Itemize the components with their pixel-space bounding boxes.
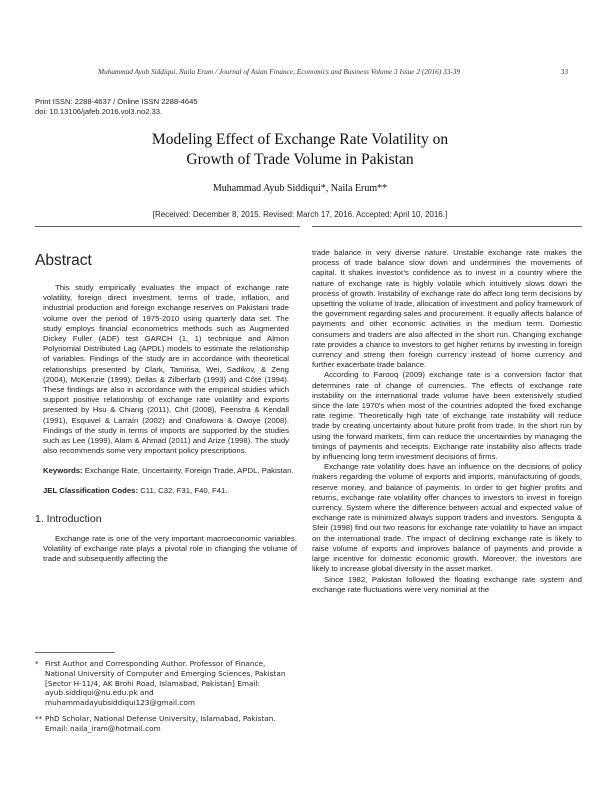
body-paragraph: Since 1982, Pakistan followed the floating exchange rate system and exchange rate fluctuations were very nominal at the (312, 574, 582, 594)
footnote-first-author (35, 659, 297, 708)
page-number: 33 (560, 67, 568, 76)
body-paragraph: Exchange rate volatility does have an influence on the decisions of policy makers regarding the volume of exports and imports, manufacturing of goods, reserve money, and balance of payments. In order to get higher profits and returns, exchange rate volatility offer chances to investors to invest in foreign currency. System where the difference between actual and expected value of exchange rate is minimized always support traders and investors. Sengupta & Sfeir (1998) find out two reasons for exchange rate volatility to have an impact on the international trade. The impact of declining exchange rate is likely to raise volume of exports and improves balance of payments and provide a large incentive for domestic economic growth. Moreover, the investors are likely to increase global diversity in the asset market. (312, 462, 582, 574)
jel-label: JEL Classification Codes: (43, 485, 139, 495)
left-column (35, 252, 297, 564)
introduction-heading: 1. Introduction (35, 512, 102, 525)
footnote-mark: * (35, 659, 39, 668)
authors: Muhammad Ayub Siddiqui*, Naila Erum** (212, 183, 388, 194)
running-head-text: Muhammad Ayub Siddiqui, Naila Erum / Journal of Asian Finance, Economics and Business Volume 3 Issue 2 (2016) 33-39 (98, 67, 461, 76)
jel-codes (35, 486, 297, 496)
divider-right (312, 226, 582, 227)
keywords-value: Exchange Rate, Uncertainty, Foreign Trade, APDL, Pakistan. (84, 466, 294, 476)
introduction-body: Exchange rate is one of the very important macroeconomic variables. Volatility of exchange rate plays a pivotal role in changing the volume of trade and subsequently affecting the (43, 533, 297, 564)
body-paragraph: According to Farooq (2009) exchange rate is a conversion factor that determines rate of change of currencies. The effects of exchange rate instability on the international trade volume have been extensively studied since the late 1970's when most of the countries adopted the fixed exchange rate regime. Theoretically high rate of exchange rate instability will reduce trade by creating uncertainty about future profit from trade. In the short run by using the forward markets, firm can reduce the uncertainties by managing the timings of payments and receipts. Exchange rate instability also affects trade by influencing long term investment decisions of firms. (312, 370, 582, 462)
footnote-divider (35, 652, 115, 653)
keywords-label: Keywords: (43, 466, 83, 476)
issn-block (35, 97, 198, 116)
paper-title (0, 130, 600, 170)
doi-line: doi: 10.13106/jafeb.2016.vol3.no2.33. (35, 106, 163, 116)
footnotes (35, 659, 297, 734)
jel-value: C11, C32, F31, F40, F41. (140, 485, 228, 495)
issn-line: Print ISSN: 2288-4637 / Online ISSN 2288-4645 (35, 97, 198, 106)
received-dates: [Received: December 8, 2015. Revised: March 17, 2016. Accepted: April 10, 2016.] (152, 210, 448, 219)
footnote-second-author (35, 714, 297, 734)
title-line-2: Growth of Trade Volume in Pakistan (186, 151, 414, 168)
footnote-mark: ** (35, 713, 43, 723)
right-column (312, 248, 582, 595)
footnote-text: PhD Scholar, National Defense University, Islamabad, Pakistan. Email: naila_iram@hotmail.com (45, 713, 276, 733)
keywords (35, 466, 297, 476)
abstract-heading: Abstract (35, 252, 92, 269)
title-line-1: Modeling Effect of Exchange Rate Volatility on (151, 131, 449, 148)
footnote-text: First Author and Corresponding Author. Professor of Finance, National University of Computer and Emerging Sciences, Pakistan [Sector H-11/4, AK Brohi Road, Islamabad, Pakistan] Email: ayub.siddiqui@nu.edu.pk and muhammadayubsiddiqui123@gmail.com (45, 659, 286, 708)
abstract-body: This study empirically evaluates the impact of exchange rate volatility, foreign direct investment, terms of trade, inflation, and industrial production and foreign exchange reserves on Pakistani trade volume over the period of 1975-2010 using quarterly data set. The study employs financial econometrics methods such as Augmented Dickey Fuller (ADF) test GARCH (1, 1) technique and Almon Polynomial Distributed Lag (APDL) models to estimate the relationship of variables. Findings of the study are in accordance with theoretical relationships presented by Clark, Tamirisa, Wei, Sadikov, & Zeng (2004), McKenzie (1999), Dellas & Zilberfarb (1993) and Côté (1994). These findings are also in accordance with the empirical studies which support positive relationship of exchange rate volatility and exports presented by Hsu & Chiang (2011), Chit (2008), Feenstra & Kendall (1991), Esquivel & Larraín (2002) and Onafowora & Owoye (2008). Findings of the study in terms of imports are supported by the studies such as Lee (1999), Alam & Ahmad (2011) and Arize (1998). The study also recommends some very important policy prescriptions. (43, 283, 289, 456)
divider-left (35, 226, 300, 227)
body-paragraph: trade balance in very diverse nature. Unstable exchange rate makes the process of trade balance slow down and undermines the movements of capital. It shakes investor's confidence as to invest in a country where the nature of exchange rate is highly volatile which intuitively slows down the process of growth. Instability of exchange rate do affect long term decisions by upsetting the volume of trade, allocation of investment and policy framework of the government regarding sales and procurement. It equally affects balance of payments and other economic activities in the medium term. Domestic consumers and traders are also affected in the short run. Changing exchange rate provides a chance to investors to get higher returns by investing in foreign currency and streng then foreign currency instead of home currency and further exacerbate trade balance. (312, 248, 582, 370)
